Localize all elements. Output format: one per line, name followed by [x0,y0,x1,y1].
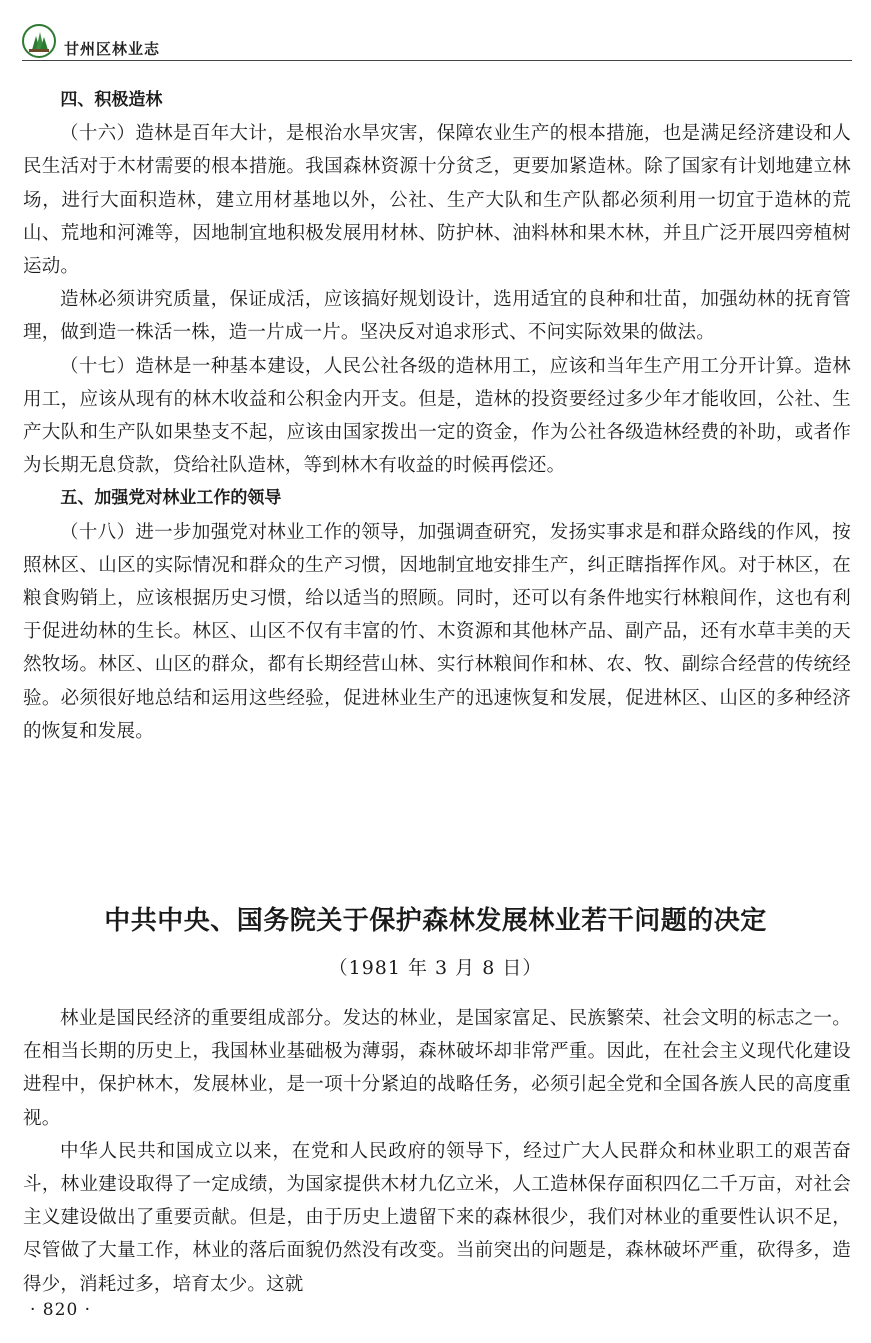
page-header [22,22,852,62]
section-heading: 五、加强党对林业工作的领导 [60,488,282,509]
forest-logo-icon [22,24,56,58]
body-text-lower [23,1002,851,1301]
paragraph: 林业是国民经济的重要组成部分。发达的林业，是国家富足、民族繁荣、社会文明的标志之一。在相当长期的历史上，我国林业基础极为薄弱，森林破坏却非常严重。因此，在社会主义现代化建设进程中，保护林木，发展林业，是一项十分紧迫的战略任务，必须引起全党和全国各族人民的高度重视。 [23,1008,851,1129]
body-text-upper [23,84,851,748]
document-title: 中共中央、国务院关于保护森林发展林业若干问题的决定 [104,906,767,936]
paragraph: （十七）造林是一种基本建设，人民公社各级的造林用工，应该和当年生产用工分开计算。造林用工，应该从现有的林木收益和公积金内开支。但是，造林的投资要经过多少年才能收回，公社、生产大队和生产队如果垫支不起，应该由国家拨出一定的资金，作为公社各级造林经费的补助，或者作为长期无息贷款，贷给社队造林，等到林木有收益的时候再偿还。 [23,355,851,477]
paragraph: （十八）进一步加强党对林业工作的领导，加强调查研究，发扬实事求是和群众路线的作风，按照林区、山区的实际情况和群众的生产习惯，因地制宜地安排生产，纠正瞎指挥作风。对于林区，在粮食购销上，应该根据历史习惯，给以适当的照顾。同时，还可以有条件地实行林粮间作，这也有利于促进幼林的生长。林区、山区不仅有丰富的竹、木资源和其他林产品、副产品，还有水草丰美的天然牧场。林区、山区的群众，都有长期经营山林、实行林粮间作和林、农、牧、副综合经营的传统经验。必须很好地总结和运用这些经验，促进林业生产的迅速恢复和发展，促进林区、山区的多种经济的恢复和发展。 [23,521,851,742]
page-number: · 820 · [30,1300,92,1320]
header-divider [22,60,852,61]
paragraph: （十六）造林是百年大计，是根治水旱灾害，保障农业生产的根本措施，也是满足经济建设和人民生活对于木材需要的根本措施。我国森林资源十分贫乏，更要加紧造林。除了国家有计划地建立林场，进行大面积造林，建立用材基地以外，公社、生产大队和生产队都必须利用一切宜于造林的荒山、荒地和河滩等，因地制宜地积极发展用材林、防护林、油料林和果木林，并且广泛开展四旁植树运动。 [23,123,851,278]
paragraph: 造林必须讲究质量，保证成活，应该搞好规划设计，选用适宜的良种和壮苗，加强幼林的抚育管理，做到造一株活一株，造一片成一片。坚决反对追求形式、不问实际效果的做法。 [23,289,851,344]
book-title: 甘州区林业志 [64,40,161,58]
section-heading: 四、积极造林 [60,90,163,110]
document-date: （1981 年 3 月 8 日） [328,957,543,979]
paragraph: 中华人民共和国成立以来，在党和人民政府的领导下，经过广大人民群众和林业职工的艰苦奋斗，林业建设取得了一定成绩，为国家提供木材九亿立米，人工造林保存面积四亿二千万亩，对社会主义建设做出了重要贡献。但是，由于历史上遗留下来的森林很少，我们对林业的重要性认识不足，尽管做了大量工作，林业的落后面貌仍然没有改变。当前突出的问题是，森林破坏严重，砍得多，造得少，消耗过多，培育太少。这就 [23,1140,851,1295]
